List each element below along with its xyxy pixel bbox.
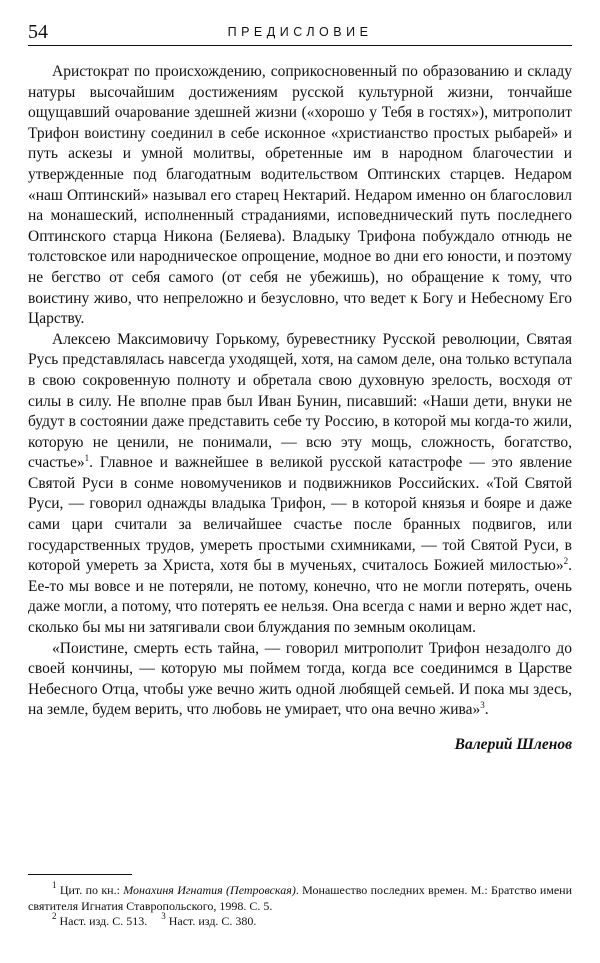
paragraph-2-part-3: . Ее-то мы вовсе и не потеряли, не потому, конечно, что не могли потерять, очень даже могли, а потому, что потерять ее нельзя. Она всегда с нами и верно ждет нас, сколько бы мы ни затягивали свои блуждания по земным околицам.: [28, 557, 572, 637]
footnotes: [28, 874, 572, 930]
paragraph-2-part-1: Алексею Максимовичу Горькому, буревестнику Русской революции, Святая Русь представлялась навсегда уходящей, хотя, на самом деле, она только вступала в свою сокровенную полноту и обретала свою духовную зрелость, восходя от силы в силу. Не вполне прав был Иван Бунин, писавший: «Наши дети, внуки не будут в состоянии даже представить себе ту Россию, в которой мы когда-то жили, которую не ценили, не понимали, — всю эту мощь, сложность, богатство, счастье»: [28, 330, 572, 472]
footnote-rule: [28, 874, 132, 875]
paragraph-2-part-2: . Главное и важнейшее в великой русской катастрофе — это явление Святой Руси в сонме новомучеников и подвижников Российских. «Той Святой Руси, — говорил однажды владыка Трифон, — в которой князья и бояре и даже сами цари считали за величайшее счастье после бранных подвигов, или государственных трудов, умереть простыми схимниками, — той Святой Руси, в которой умереть за Христа, хотя бы в мученьях, считалось Божией милостью»: [28, 454, 572, 575]
running-title: ПРЕДИСЛОВИЕ: [227, 25, 373, 39]
footnote-2: Наст. изд. С. 513.: [59, 914, 148, 928]
footnote-ref-2[interactable]: 2: [563, 556, 569, 567]
page-header: [28, 18, 572, 46]
author-signature: Валерий Шленов: [454, 736, 572, 753]
footnote-3: Наст. изд. С. 380.: [168, 914, 257, 928]
main-text: [28, 62, 572, 755]
footnote-1: [28, 880, 573, 914]
footnote-ref-1[interactable]: 1: [84, 453, 90, 464]
paragraph-3-part-2: .: [484, 701, 489, 719]
paragraph-3-part-1: «Поистине, смерть есть тайна, — говорил митрополит Трифон незадолго до своей кончины, — которую мы поймем тогда, когда все соединимся в Царстве Небесного Отца, чтобы уже вечно жить одной любящей семьей. И пока мы здесь, на земле, будем верить, что любовь не умирает, что она вечно жива»: [28, 639, 572, 719]
paragraph-2: [28, 330, 572, 639]
footnote-2-mark: 2: [52, 911, 57, 921]
page-number: 54: [28, 21, 48, 43]
paragraph-3: [28, 639, 572, 721]
footnote-3-mark: 3: [161, 911, 166, 921]
footnote-ref-3[interactable]: 3: [480, 700, 485, 711]
footnote-1-title: Монахиня Игнатия (Петровская): [123, 883, 296, 897]
footnote-1-rest: . Монашество последних времен. М.: Братство имени святителя Игнатия Ставропольского, 1998. С. 5.: [28, 883, 573, 913]
footnotes-2-3: [28, 911, 572, 930]
footnote-1-mark: 1: [52, 880, 57, 890]
header-rule: [28, 45, 572, 46]
paragraph-1: Аристократ по происхождению, соприкосновенный по образованию и складу натуры высочайшим достижениям русской культурной жизни, тончайше ощущавший очарование здешней жизни («хорошо у Тебя в гостях»), митрополит Трифон воистину соединил в себе исконное «христианство простых рыбарей» и путь аскезы и умной молитвы, обретенные им в народном благочестии и утвержденные под благодатным водительством Оптинских старцев. Недаром «наш Оптинский» называл его старец Нектарий. Недаром именно он благословил на монашеский, исполненный страданиями, исповеднический путь последнего Оптинского старца Никона (Беляева). Владыку Трифона побуждало отнюдь не толстовское или народническое опрощение, модное во дни его юности, и поэтому не бегство от себя самого (от себя не убежишь), но обращение к тому, что воистину живо, что непреложно и безусловно, что ведет к Богу и Небесному Его Царству.: [28, 63, 572, 328]
footnote-1-prefix: Цит. по кн.:: [59, 883, 124, 897]
